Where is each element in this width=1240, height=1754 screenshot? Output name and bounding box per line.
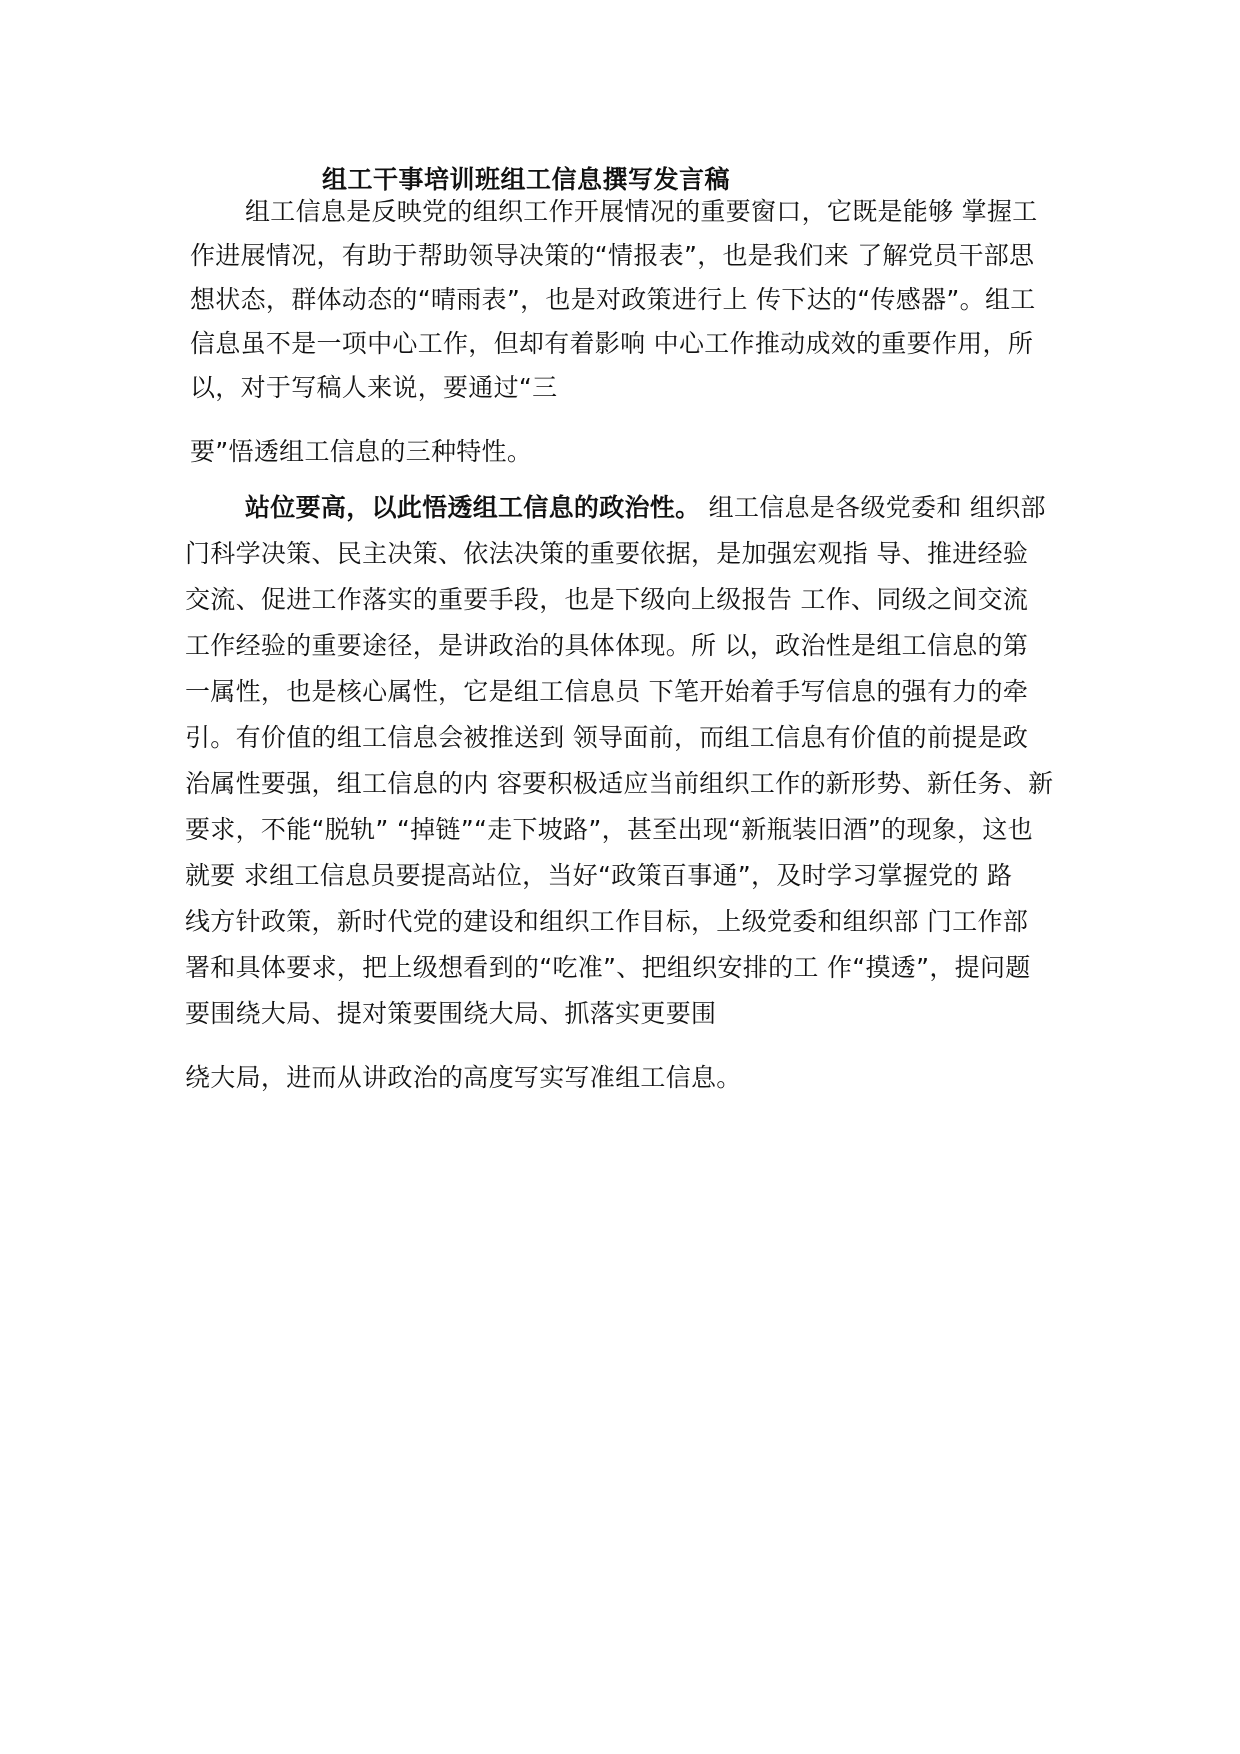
paragraph-2-line: 就要 求组工信息员要提高站位，当好“政策百事通”，及时学习掌握党的 路 xyxy=(185,861,1013,890)
paragraph-1-line: 想状态，群体动态的“晴雨表”，也是对政策进行上 传下达的“传感器”。组工 xyxy=(190,285,1036,314)
paragraph-1-line: 以，对于写稿人来说，要通过“三 xyxy=(190,373,558,402)
paragraph-2-line: 署和具体要求，把上级想看到的“吃准”、把组织安排的工 作“摸透”，提问题 xyxy=(185,953,1031,982)
paragraph-1-line: 组工信息是反映党的组织工作开展情况的重要窗口，它既是能够 掌握工 xyxy=(245,197,1038,226)
paragraph-2-first-line-text: 组工信息是各级党委和 组织部 xyxy=(700,493,1046,522)
paragraph-2-first-line xyxy=(245,492,1046,524)
paragraph-2-line: 线方针政策，新时代党的建设和组织工作目标，上级党委和组织部 门工作部 xyxy=(185,907,1029,936)
paragraph-2-line: 工作经验的重要途径，是讲政治的具体体现。所 以，政治性是组工信息的第 xyxy=(185,631,1029,660)
paragraph-2-line: 引。有价值的组工信息会被推送到 领导面前，而组工信息有价值的前提是政 xyxy=(185,723,1029,752)
paragraph-2-line: 治属性要强，组工信息的内 容要积极适应当前组织工作的新形势、新任务、新 xyxy=(185,769,1054,798)
paragraph-2-line: 一属性，也是核心属性，它是组工信息员 下笔开始着手写信息的强有力的牵 xyxy=(185,677,1029,706)
paragraph-2-line: 绕大局，进而从讲政治的高度写实写准组工信息。 xyxy=(185,1063,742,1092)
paragraph-1-line: 作进展情况，有助于帮助领导决策的“情报表”，也是我们来 了解党员干部思 xyxy=(190,241,1035,270)
document-title: 组工干事培训班组工信息撰写发言稿 xyxy=(322,165,731,194)
paragraph-1-line: 要”悟透组工信息的三种特性。 xyxy=(190,437,533,466)
paragraph-2-line: 交流、促进工作落实的重要手段，也是下级向上级报告 工作、同级之间交流 xyxy=(185,585,1029,614)
paragraph-2-heading: 站位要高，以此悟透组工信息的政治性。 xyxy=(245,493,701,522)
paragraph-2-line: 要求，不能“脱轨” “掉链”“走下坡路”，甚至出现“新瓶装旧酒”的现象，这也 xyxy=(185,815,1033,844)
paragraph-1-line: 信息虽不是一项中心工作，但却有着影响 中心工作推动成效的重要作用，所 xyxy=(190,329,1034,358)
paragraph-2-line: 门科学决策、民主决策、依法决策的重要依据，是加强宏观指 导、推进经验 xyxy=(185,539,1029,568)
paragraph-2-line: 要围绕大局、提对策要围绕大局、抓落实更要围 xyxy=(185,999,717,1028)
